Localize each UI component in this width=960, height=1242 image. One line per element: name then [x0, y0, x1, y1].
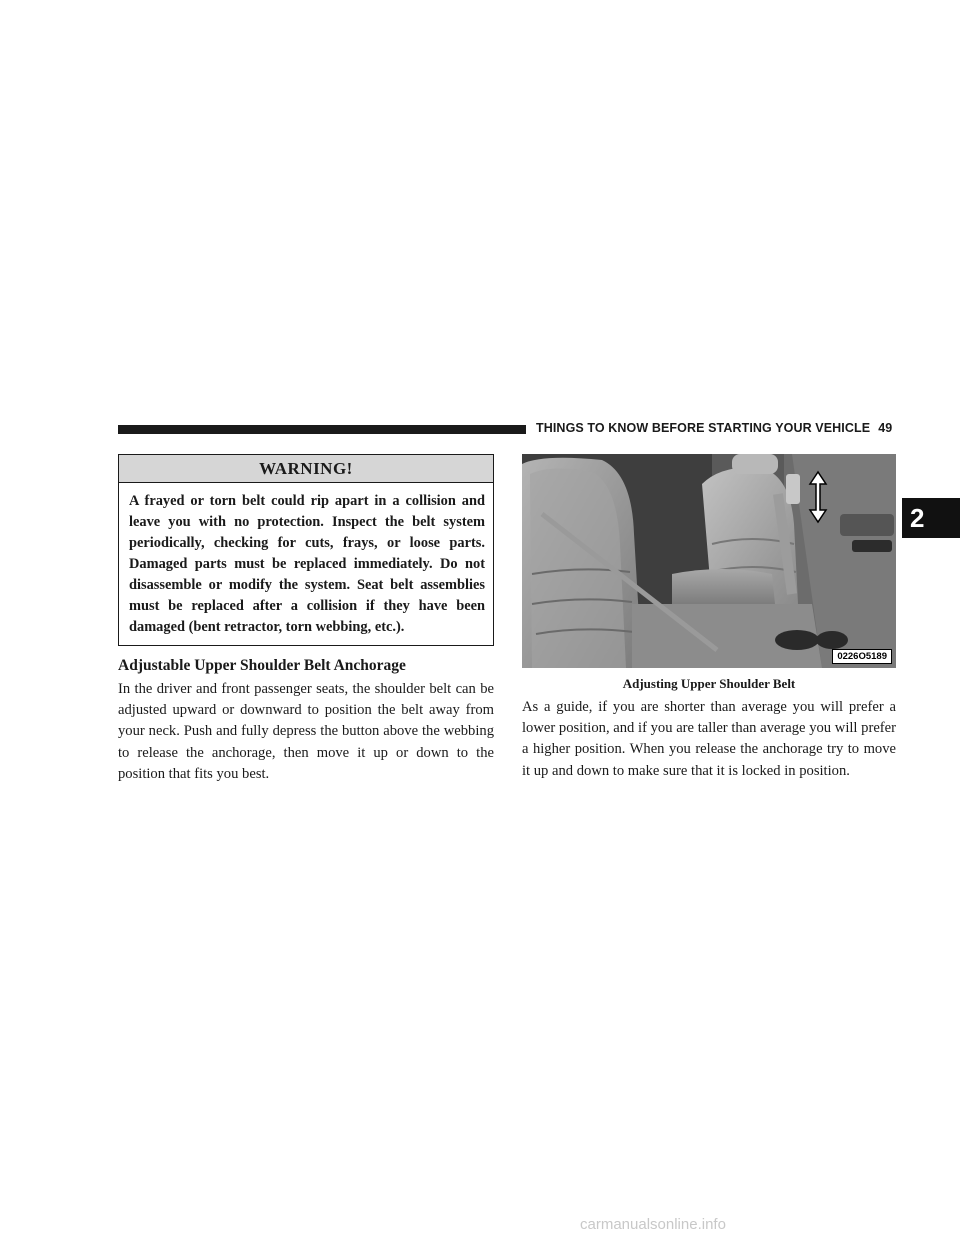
- header-rule: [118, 425, 526, 434]
- running-header: [536, 421, 892, 435]
- warning-title: WARNING!: [119, 455, 493, 483]
- seat-belt-illustration: [522, 454, 896, 668]
- warning-box: [118, 454, 494, 646]
- seat-photo: [522, 454, 896, 668]
- chapter-tab: 2: [902, 498, 960, 538]
- page-number: 49: [878, 421, 893, 435]
- section-paragraph: In the driver and front passenger seats, the shoulder belt can be adjusted upward or downward to position the belt away from your neck. Push and fully depress the button above the webbing to release the anchorage, then move it up or down to the position that fits you best.: [118, 681, 494, 782]
- watermark: carmanualsonline.info: [580, 1216, 726, 1233]
- guidance-paragraph: As a guide, if you are shorter than average you will prefer a lower position, and if you are taller than average you will prefer a higher position. When you release the anchorage try to move it up and down to make sure that it is locked in position.: [522, 699, 896, 779]
- section-title: THINGS TO KNOW BEFORE STARTING YOUR VEHICLE: [536, 421, 871, 435]
- figure-caption: Adjusting Upper Shoulder Belt: [622, 676, 796, 691]
- figure-code: 0226O5189: [832, 649, 892, 664]
- section-heading: Adjustable Upper Shoulder Belt Anchorage: [118, 657, 406, 674]
- warning-text: A frayed or torn belt could rip apart in a collision and leave you with no protection. Inspect the belt system periodically, checking for cuts, frays, or loose parts. Damaged parts must be replaced immediately. Do not disassemble or modify the system. Seat belt assemblies must be replaced after a collision if they have been damaged (bent retractor, torn webbing, etc.).: [129, 493, 485, 635]
